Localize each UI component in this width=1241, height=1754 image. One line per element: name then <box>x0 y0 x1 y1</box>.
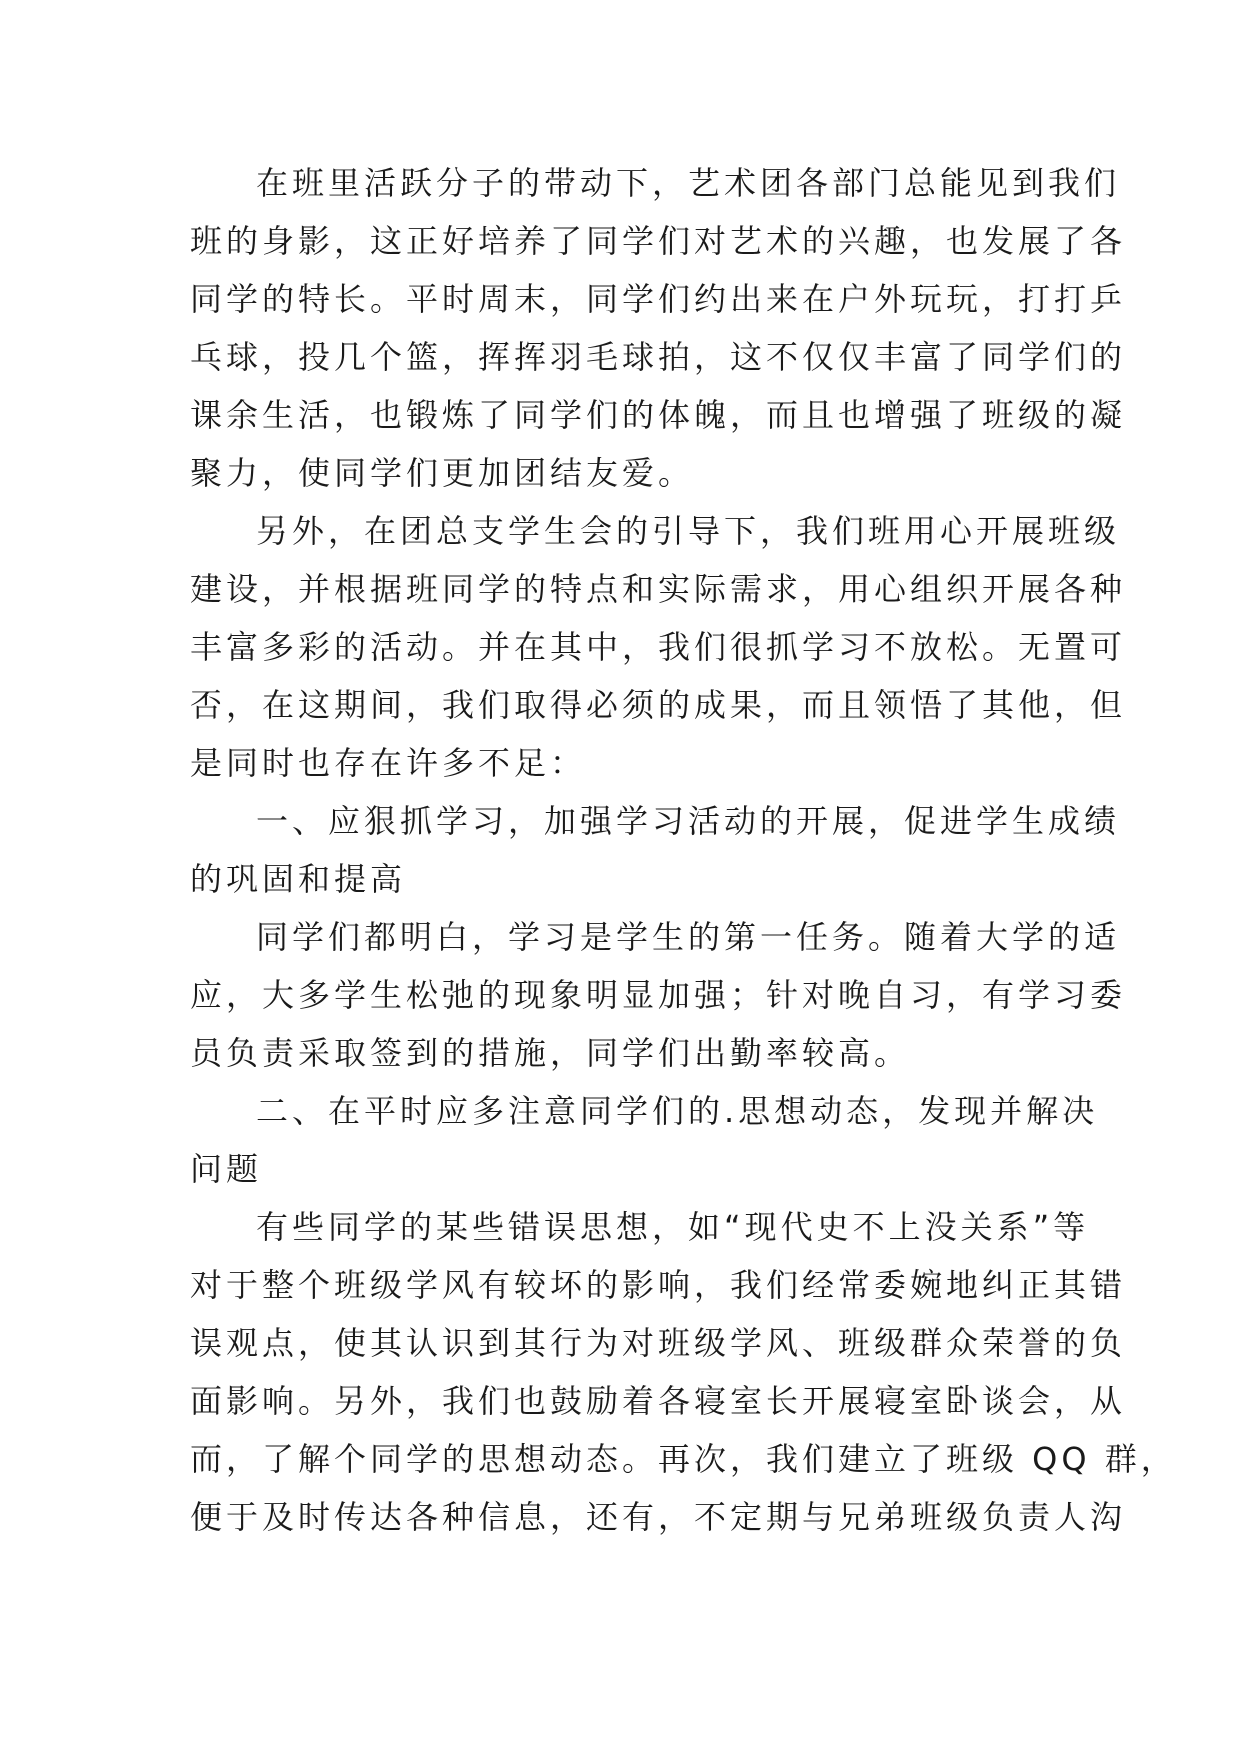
paragraph-line: 在班里活跃分子的带动下，艺术团各部门总能见到我们 <box>256 164 1121 202</box>
paragraph-line: 员负责采取签到的措施，同学们出勤率较高。 <box>190 1034 911 1072</box>
paragraph-line: 对于整个班级学风有较坏的影响，我们经常委婉地纠正其错 <box>190 1266 1127 1304</box>
paragraph-line: 便于及时传达各种信息，还有，不定期与兄弟班级负责人沟 <box>190 1498 1127 1536</box>
paragraph-line: 应，大多学生松弛的现象明显加强；针对晚自习，有学习委 <box>190 976 1127 1014</box>
paragraph-line: 班的身影，这正好培养了同学们对艺术的兴趣，也发展了各 <box>190 222 1127 260</box>
section-heading-line: 问题 <box>190 1150 263 1188</box>
paragraph-line: 课余生活，也锻炼了同学们的体魄，而且也增强了班级的凝 <box>190 396 1127 434</box>
paragraph-line: 聚力，使同学们更加团结友爱。 <box>190 454 695 492</box>
paragraph-line: 误观点，使其认识到其行为对班级学风、班级群众荣誉的负 <box>190 1324 1127 1362</box>
paragraph-line: 否，在这期间，我们取得必须的成果，而且领悟了其他，但 <box>190 686 1127 724</box>
section-heading-line: 的巩固和提高 <box>190 860 407 898</box>
document-body <box>190 154 1177 1546</box>
paragraph-line: 另外，在团总支学生会的引导下，我们班用心开展班级 <box>256 512 1121 550</box>
paragraph-line: 有些同学的某些错误思想，如“现代史不上没关系”等 <box>256 1208 1090 1246</box>
paragraph-line: 面影响。另外，我们也鼓励着各寝室长开展寝室卧谈会，从 <box>190 1382 1127 1420</box>
paragraph-line: 丰富多彩的活动。并在其中，我们很抓学习不放松。无置可 <box>190 628 1127 666</box>
paragraph-line: 乓球，投几个篮，挥挥羽毛球拍，这不仅仅丰富了同学们的 <box>190 338 1127 376</box>
paragraph-line: 同学的特长。平时周末，同学们约出来在户外玩玩，打打乒 <box>190 280 1127 318</box>
section-heading-line: 二、在平时应多注意同学们的.思想动态，发现并解决 <box>256 1092 1099 1130</box>
section-heading-line: 一、应狠抓学习，加强学习活动的开展，促进学生成绩 <box>256 802 1121 840</box>
paragraph-line: 同学们都明白，学习是学生的第一任务。随着大学的适 <box>256 918 1121 956</box>
paragraph-line: 建设，并根据班同学的特点和实际需求，用心组织开展各种 <box>190 570 1127 608</box>
paragraph-line: 是同时也存在许多不足： <box>190 744 587 782</box>
paragraph-line: 而，了解个同学的思想动态。再次，我们建立了班级 QQ 群， <box>190 1440 1177 1478</box>
